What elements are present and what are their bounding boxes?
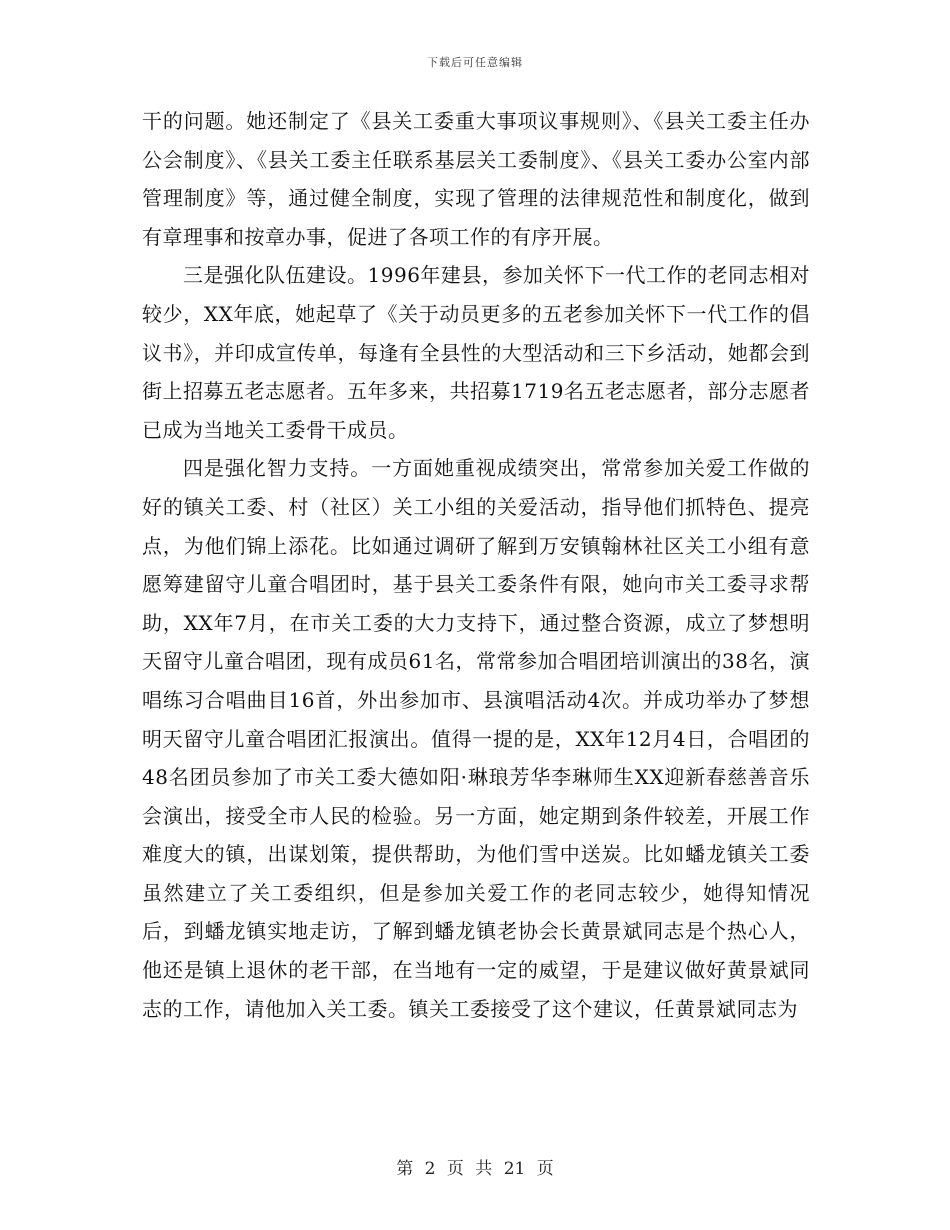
paragraph-team-building: 三是强化队伍建设。1996年建县，参加关怀下一代工作的老同志相对较少，XX年底，她起草了《关于动员更多的五老参加关怀下一代工作的倡议书》，并印成宣传单，每逢有全县性的大型活动和三下乡活动，她都会到街上招募五老志愿者。五年多来，共招募1719名五老志愿者，部分志愿者已成为当地关工委骨干成员。 bbox=[142, 263, 810, 442]
document-body bbox=[142, 102, 810, 1028]
paragraph-intellectual-support: 四是强化智力支持。一方面她重视成绩突出，常常参加关爱工作做的好的镇关工委、村（社区）关工小组的关爱活动，指导他们抓特色、提亮点，为他们锦上添花。比如通过调研了解到万安镇翰林社区关工小组有意愿筹建留守儿童合唱团时，基于县关工委条件有限，她向市关工委寻求帮助，XX年7月，在市关工委的大力支持下，通过整合资源，成立了梦想明天留守儿童合唱团，现有成员61名，常常参加合唱团培训演出的38名，演唱练习合唱曲目16首，外出参加市、县演唱活动4次。并成功举办了梦想明天留守儿童合唱团汇报演出。值得一提的是，XX年12月4日，合唱团的48名团员参加了市关工委大德如阳·琳琅芳华李琳师生XX迎新春慈善音乐会演出，接受全市人民的检验。另一方面，她定期到条件较差，开展工作难度大的镇，出谋划策，提供帮助，为他们雪中送炭。比如蟠龙镇关工委虽然建立了关工委组织，但是参加关爱工作的老同志较少，她得知情况后，到蟠龙镇实地走访，了解到蟠龙镇老协会长黄景斌同志是个热心人，他还是镇上退休的老干部，在当地有一定的威望，于是建议做好黄景斌同志的工作，请他加入关工委。镇关工委接受了这个建议，任黄景斌同志为 bbox=[142, 456, 810, 1021]
page-header-note: 下载后可任意编辑 bbox=[427, 56, 523, 69]
page-number-footer: 第 2 页 共 21 页 bbox=[396, 1159, 554, 1179]
paragraph-continuation: 干的问题。她还制定了《县关工委重大事项议事规则》、《县关工委主任办公会制度》、《县关工委主任联系基层关工委制度》、《县关工委办公室内部管理制度》等，通过健全制度，实现了管理的法律规范性和制度化，做到有章理事和按章办事，促进了各项工作的有序开展。 bbox=[142, 109, 810, 249]
